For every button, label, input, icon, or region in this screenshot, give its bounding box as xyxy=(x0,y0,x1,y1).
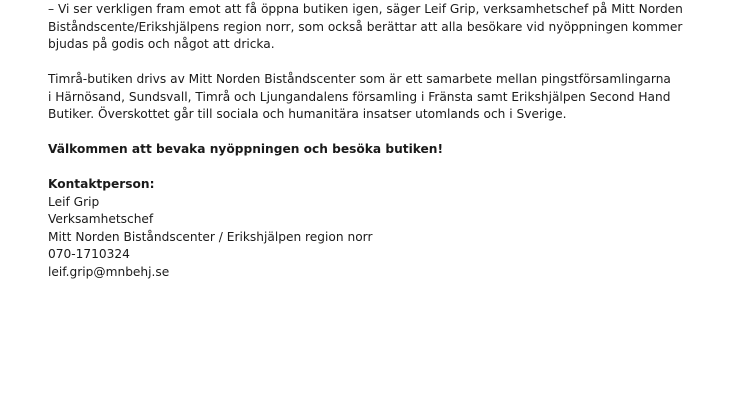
paragraph-line: bjudas på godis och något att dricka. xyxy=(48,37,275,51)
contact-phone: 070-1710324 xyxy=(48,247,130,261)
contact-organization: Mitt Norden Biståndscenter / Erikshjälpen region norr xyxy=(48,229,373,244)
contact-name: Leif Grip xyxy=(48,194,100,209)
paragraph-line: Timrå-butiken drivs av Mitt Norden Biståndscenter som är ett samarbete mellan pingstförsamlingarna xyxy=(48,72,671,86)
contact-email: leif.grip@mnbehj.se xyxy=(48,264,170,279)
contact-heading: Kontaktperson: xyxy=(48,177,155,191)
store-info-paragraph xyxy=(48,71,708,124)
press-release-body xyxy=(48,1,708,281)
welcome-statement xyxy=(48,141,708,159)
contact-block xyxy=(48,176,708,281)
quote-paragraph xyxy=(48,1,708,54)
paragraph-line: Butiker. Överskottet går till sociala och humanitära insatser utomlands och i Sverige. xyxy=(48,107,567,121)
welcome-text: Välkommen att bevaka nyöppningen och besöka butiken! xyxy=(48,142,444,156)
paragraph-line: i Härnösand, Sundsvall, Timrå och Ljungandalens församling i Fränsta samt Erikshjälpen Second Hand xyxy=(48,89,671,104)
paragraph-line: – Vi ser verkligen fram emot att få öppna butiken igen, säger Leif Grip, verksamhetschef på Mitt Norden xyxy=(48,2,683,16)
paragraph-line: Biståndscente/Erikshjälpens region norr, som också berättar att alla besökare vid nyöppningen kommer xyxy=(48,19,683,34)
contact-title: Verksamhetschef xyxy=(48,212,154,226)
